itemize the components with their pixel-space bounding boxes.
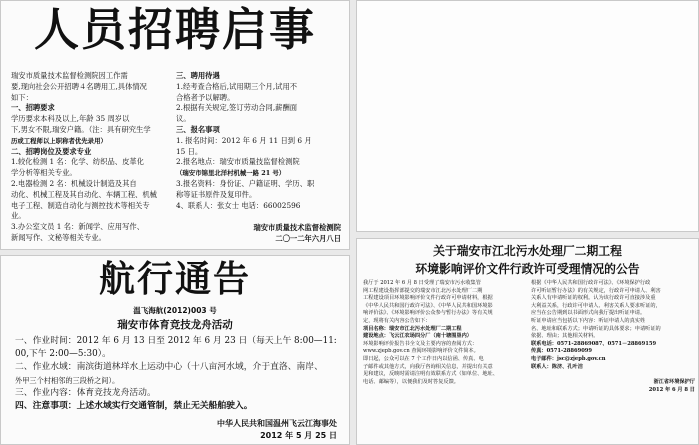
eia-right-line: 传真：0571-28869099 (531, 348, 593, 355)
navigation-notice-panel (0, 255, 350, 445)
hiring-left-line: 如下： (11, 92, 33, 102)
hiring-left-line: 1.较化检测 1 名：化学、纺织品、皮革化 (11, 157, 144, 167)
notice-footer (217, 418, 337, 442)
eia-left-line: 电话、邮编等），以便我们及时答复反馈。 (363, 378, 459, 385)
hiring-sign-date: 二〇一二年六月八日 (275, 234, 341, 244)
hiring-left-line: 历或工程师以上职称者优先录用） (11, 136, 107, 145)
notice-subtitle: 瑞安市体育竞技龙舟活动 (117, 319, 233, 331)
eia-left-column (363, 280, 528, 386)
eia-left-line: 响评价法》、《环境影响评价公众参与暂行办法》等有关规 (363, 310, 493, 317)
hiring-right-line: 1. 报名时间：2012 年 6 月 11 日到 6 月 (176, 135, 312, 145)
eia-left-line: 子邮件或其他方式，向我厅咨询相关信息，并提出有关意 (363, 363, 493, 370)
notice-body (15, 335, 341, 413)
notice-line: 一、作业时间：2012 年 6 月 13 日至 2012 年 6 月 23 日（每天上午 8:00—11: (15, 336, 337, 346)
eia-left-line: 工程建设项目环境影响评价文件行政许可申请材料，根据 (363, 295, 493, 302)
eia-right-line: 应当在公告期到以书面形式向我厅提出听证申请。 (531, 310, 646, 317)
hiring-left-line: 学分析等相关专业。 (11, 168, 77, 178)
blank-panel (356, 0, 699, 232)
eia-right-line: 名、地址和联系方式；申请听证的具体要求；申请听证的 (531, 325, 661, 332)
notice-line: 外甲三个村相邻的三段桥之间）。 (15, 376, 120, 385)
eia-right-line: 根据《中华人民共和国行政许可法》、《环境保护行政 (531, 280, 651, 286)
hiring-left-line: 业。 (11, 211, 26, 221)
eia-left-line: 环境影响评价报告书全文及主要内容的查阅方式： (363, 340, 478, 347)
eia-right-line: 联系电话：0571-28869087、0571－28869159 (531, 340, 657, 347)
eia-title-line1: 关于瑞安市江北污水处理厂二期工程 (433, 244, 622, 258)
hiring-right-line: 三、聘用待遇 (176, 71, 220, 80)
notice-number: 温飞海航(2012)003 号 (133, 306, 217, 315)
notice-line: 00,下午 2:00—5:30）。 (15, 349, 111, 359)
hiring-left-line: 3.办公室文员 1 名：新闻学、应用写作、 (11, 222, 144, 232)
eia-left-line: 我厅于 2012 年 6 月 8 日受理了瑞安市污水收集管 (363, 280, 481, 286)
eia-right-line: 关系人有申请听证的权利。认为该行政许可直接涉及重 (531, 295, 656, 302)
hiring-left-line: 下,男女不限,瑞安户籍。（注：具有研究生学 (11, 124, 151, 134)
hiring-left-line: 2.电器检测 2 名：机械设计制造及其自 (11, 178, 137, 188)
hiring-right-line: 4、联系人：张女士 电话：66002596 (176, 200, 301, 210)
hiring-right-line: 合格者予以解聘。 (176, 92, 235, 102)
eia-right-line: 听证申请应当包括以下内容：听证申请人的真实姓 (531, 317, 646, 324)
notice-line: 三、作业内容：体育竞技龙舟活动。 (15, 388, 156, 398)
hiring-left-line: 一、招聘要求 (11, 103, 55, 113)
eia-right-line: 联系人：陈济、孔叶洁 (531, 363, 583, 370)
eia-left-line: 见和建议，反映时需请注明有效联系方式（如单位、地址、 (363, 371, 498, 378)
notice-line: 二、作业水域：南滨街道林垟水上运动中心（十八亩河水域，介于直洛、南岸、 (15, 362, 323, 372)
hiring-left-line: 瑞安市质量技术监督检测院因工作需 (11, 71, 128, 80)
notice-date: 2012 年 5 月 25 日 (260, 431, 337, 440)
eia-left-line: www.zjepb.gov.cn 查阅环境影响评价文件简本。 (363, 348, 479, 355)
hiring-sign-org: 瑞安市质量技术监督检测院 (253, 223, 341, 233)
hiring-right-line: 2.报名地点：瑞安市质量技监督检测院 (176, 157, 300, 167)
hiring-left-column (11, 71, 166, 244)
notice-title: 航行通告 (98, 259, 251, 300)
hiring-right-line: （瑞安市锦里北洋村机械一路 21 号） (176, 169, 286, 178)
eia-sign-org: 浙江省环境保护厅 (653, 379, 695, 386)
eia-left-line: 项目名称：瑞安市江北污水处理厂二期工程 (363, 325, 462, 332)
eia-right-line: 依据、理由；其他相关材料。 (531, 333, 599, 340)
hiring-left-line: 二、招聘岗位及要求专业 (11, 146, 92, 156)
notice-line: 四、注意事项：上述水域实行交通管制，禁止无关船舶驶入。 (15, 401, 253, 411)
eia-right-lines (531, 280, 695, 371)
eia-right-line: 许可听证暂行办法》的有关规定，行政许可申请人、利害 (531, 287, 661, 294)
hiring-right-line: 15 日。 (176, 146, 203, 156)
hiring-left-line: 学历要求本科及以上,年龄 35 周岁以 (11, 114, 130, 124)
eia-right-column (531, 280, 695, 394)
eia-right-line: 大利益关系，行政许可申请人、利害关系人要求听证的， (531, 302, 661, 309)
hiring-title: 人员招聘启事 (33, 3, 316, 56)
eia-left-line: 建设地点：飞云江农场四分厂（南十塘围垦内） (363, 333, 472, 340)
hiring-right-line: 1.经考查合格后,试用期三个月,试用不 (176, 81, 298, 91)
hiring-left-line: 电子工程、制造自动化与测控技术等相关专 (11, 200, 150, 210)
eia-left-line: 《中华人民共和国行政许可法》、《中华人民共和国环境影 (363, 302, 493, 309)
hiring-left-line: 新闻写作、文秘等相关专业。 (11, 232, 106, 242)
eia-sign-date: 2012 年 6 月 8 日 (648, 386, 695, 393)
eia-left-line: 定，现将有关内容公告如下： (363, 317, 431, 324)
eia-title-line2: 环境影响评价文件行政许可受理情况的公告 (415, 262, 640, 276)
hiring-right-line: 2.根据有关规定,签订劳动合同,薪酬面 (176, 103, 298, 113)
eia-right-line: 电子邮件：jsc@zjepb.gov.cn (531, 355, 606, 362)
hiring-right-lines (176, 71, 341, 211)
eia-left-line: 即日起，公众可以在 7 个工作日内以信函、传真、电 (363, 355, 484, 362)
hiring-notice-panel (0, 0, 350, 250)
hiring-right-column (176, 71, 341, 245)
hiring-left-line: 要,现向社会公开招聘４名聘用工,具体情况 (11, 81, 147, 91)
notice-issuer: 中华人民共和国温州飞云江海事处 (217, 419, 337, 428)
hiring-right-line: 3.报名资料：身份证、户籍证明、学历、职 (176, 178, 315, 188)
hiring-right-line: 称等证书原件及复印件。 (176, 189, 257, 199)
eia-left-line: 网工程建设指挥部提交的瑞安市江北污水处理厂二期 (363, 287, 483, 294)
hiring-left-line: 动化、机械工程及其自动化、车辆工程、机械 (11, 189, 157, 199)
eia-announcement-panel (356, 238, 699, 445)
eia-title (357, 242, 698, 278)
hiring-right-line: 议。 (176, 114, 191, 124)
hiring-right-line: 三、报名事项 (176, 124, 220, 134)
